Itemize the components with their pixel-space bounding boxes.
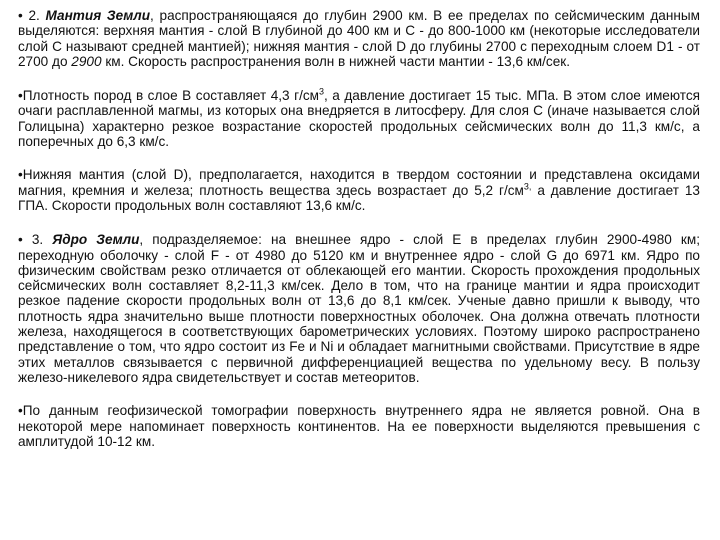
paragraph-text: км. Скорость распространения волн в нижней части мантии - 13,6 км/сек. (101, 53, 571, 69)
paragraph-text: Плотность пород в слое В составляет 4,3 г/см (22, 88, 319, 104)
paragraph-text: По данным геофизической томографии поверхность внутреннего ядра не является ровной. Она в некоторой мере напоминает поверхность континентов. На ее поверхности выделяются превышения с амплитудой 10-12 км. (18, 403, 700, 449)
superscript: 3 (319, 86, 325, 97)
paragraph-text: Нижняя мантия (слой D), предполагается, находится в твердом состоянии и представлена оксидами магния, кремния и железа; плотность вещества здесь возрастает до 5,2 г/см (18, 167, 700, 198)
superscript: 3, (523, 181, 532, 192)
paragraph-text: , а давление достигает 15 тыс. МПа. В этом слое имеются очаги расплавленной магмы, из которых она внедряется в литосферу. Для слоя С (иначе называется слой Голицына) характерно резкое возрастание скоростей продольных сейсмических волн до 11,3 км/с, а поперечных до 6,3 км/с. (18, 88, 700, 150)
bullet: • (18, 8, 23, 23)
italic-value: 2900 (71, 53, 102, 69)
paragraph-lower-mantle (18, 167, 700, 213)
paragraph-text: , подразделяемое: на внешнее ядро - слой Е в пределах глубин 2900-4980 км; переходную оболочку - слой F - от 4980 до 5120 км и внутреннее ядро - слой G до 6971 км. Ядро по физическим свойствам резко отличается от облекающей его мантии. Скорость прохождения продольных сейсмических волн составляет 8,2-11,3 км/сек. Дело в том, что на границе мантии и ядра происходит резкое падение скорости продольных волн от 13,6 до 8,1 км/сек. Ученые давно пришли к выводу, что плотность ядра значительно выше плотности поверхностных оболочек. Она должна отвечать плотности железа, находящегося в соответствующих барометрических условиях. Поэтому широко распространено представление о том, что ядро состоит из Fe и Ni и обладает магнитными свойствами. Присутствие в ядре этих металлов связывается с первичной дифференциацией вещества по удельному весу. В пользу железо-никелевого ядра свидетельствует и состав метеоритов. (18, 232, 700, 385)
paragraph-text: , распространяющаяся до глубин 2900 км. В ее пределах по сейсмическим данным выделяются: верхняя мантия - слой В глубиной до 400 км и С - до 800-1000 км (некоторые исследователи слой С называют средней мантией); нижняя мантия - слой D до глубины 2700 с переходным слоем D1 - от 2700 до (18, 8, 700, 69)
document-page (18, 8, 700, 536)
section-heading: Мантия Земли (45, 8, 151, 23)
bullet: • (18, 403, 23, 419)
section-number: 3. (31, 232, 44, 248)
section-heading: Ядро Земли (52, 232, 140, 248)
paragraph-text: а давление достигает 13 ГПА. Скорости продольных волн составляют 13,6 км/с. (18, 182, 700, 213)
bullet: • (18, 167, 23, 183)
paragraph-mantle (18, 8, 700, 69)
paragraph-layer-b-density (18, 88, 700, 149)
bullet: • (18, 88, 23, 104)
section-number: 2. (28, 8, 40, 23)
paragraph-inner-core-surface (18, 403, 700, 449)
paragraph-core (18, 232, 700, 385)
bullet: • (18, 232, 23, 248)
